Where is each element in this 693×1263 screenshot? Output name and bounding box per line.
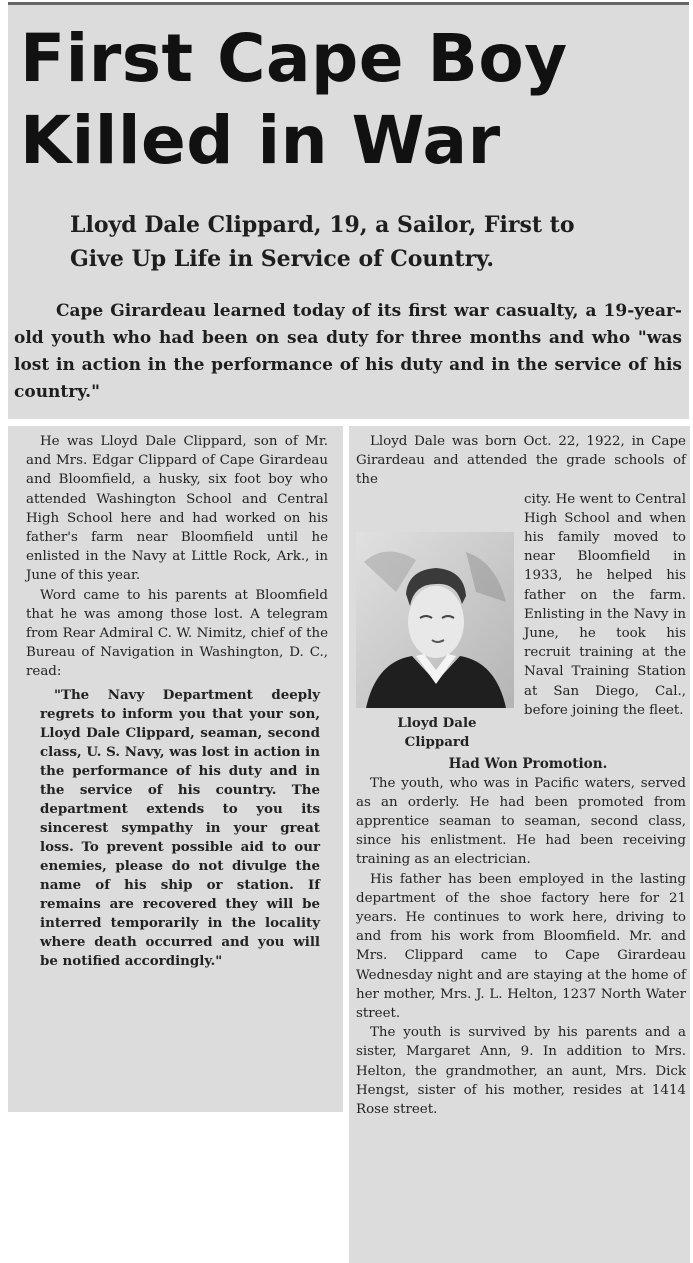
headline — [20, 18, 568, 182]
caption-line-1: Lloyd Dale — [397, 714, 477, 731]
left-paragraph-2: Word came to his parents at Bloomfield that he was among those lost. A telegram from Rear Admiral C. W. Nimitz, chief of the Bureau of Navigation in Washington, D. C., read: — [26, 587, 328, 680]
portrait-photo — [356, 532, 514, 708]
lede-paragraph: Cape Girardeau learned today of its first war casualty, a 19-year-old youth who had been on sea duty for three months and who "was lost in action in the performance of his duty and in the service of his country." — [14, 301, 682, 402]
headline-line-2: Killed in War — [20, 102, 501, 179]
portrait-figure — [356, 532, 518, 752]
portrait-caption — [356, 714, 518, 752]
left-column — [26, 432, 328, 971]
right-paragraph-4: The youth is survived by his parents and a sister, Margaret Ann, 9. In addition to Mrs. Helton, the grandmother, an aunt, Mrs. Dick Hengst, sister of his mother, resides at 1414 Rose street. — [356, 1025, 686, 1118]
right-paragraph-3: His father has been employed in the lasting department of the shoe factory here for 21 years. He continues to work here, driving to and from his work from Bloomfield. Mr. and Mrs. Clippard came to Cape Girardeau Wednesday night and are staying at the home of her mother, Mrs. J. L. Helton, 1237 North Water street. — [356, 871, 686, 1022]
right-paragraph-1-wrap: city. He went to Central High School and when his family moved to near Bloomfield in 1933, he helped his father on the farm. Enlisting in the Navy in June, he took his recruit training at the Naval Training Station at San Diego, Cal., before joining the fleet. — [524, 491, 686, 718]
right-column — [356, 432, 686, 1119]
telegram-quote: "The Navy Department deeply regrets to inform you that your son, Lloyd Dale Clippard, seaman, second class, U. S. Navy, was lost in action in the performance of his duty and in the service of his country. The department extends to you its sincerest sympathy in your great loss. To prevent possible aid to our enemies, please do not divulge the name of his ship or station. If remains are recovered they will be interred temporarily in the locality where death occurred and you will be notified accordingly." — [40, 686, 320, 969]
left-paragraph-1: He was Lloyd Dale Clippard, son of Mr. and Mrs. Edgar Clippard of Cape Girardeau and Bloomfield, a husky, six foot boy who attended Washington School and Central High School here and had worked on his father's farm near Bloomfield until he enlisted in the Navy at Little Rock, Ark., in June of this year. — [26, 434, 328, 584]
caption-line-2: Clippard — [404, 733, 470, 750]
section-subheading: Had Won Promotion. — [448, 755, 608, 772]
right-paragraph-2: The youth, who was in Pacific waters, served as an orderly. He had been promoted from apprentice seaman to seaman, second class, since his enlistment. He had been receiving training as an electrician. — [356, 775, 686, 868]
headline-line-1: First Cape Boy — [20, 20, 568, 97]
subheadline: Lloyd Dale Clippard, 19, a Sailor, First to Give Up Life in Service of Country. — [70, 212, 575, 272]
right-paragraph-1-intro: Lloyd Dale was born Oct. 22, 1922, in Cape Girardeau and attended the grade schools of the — [356, 434, 686, 488]
